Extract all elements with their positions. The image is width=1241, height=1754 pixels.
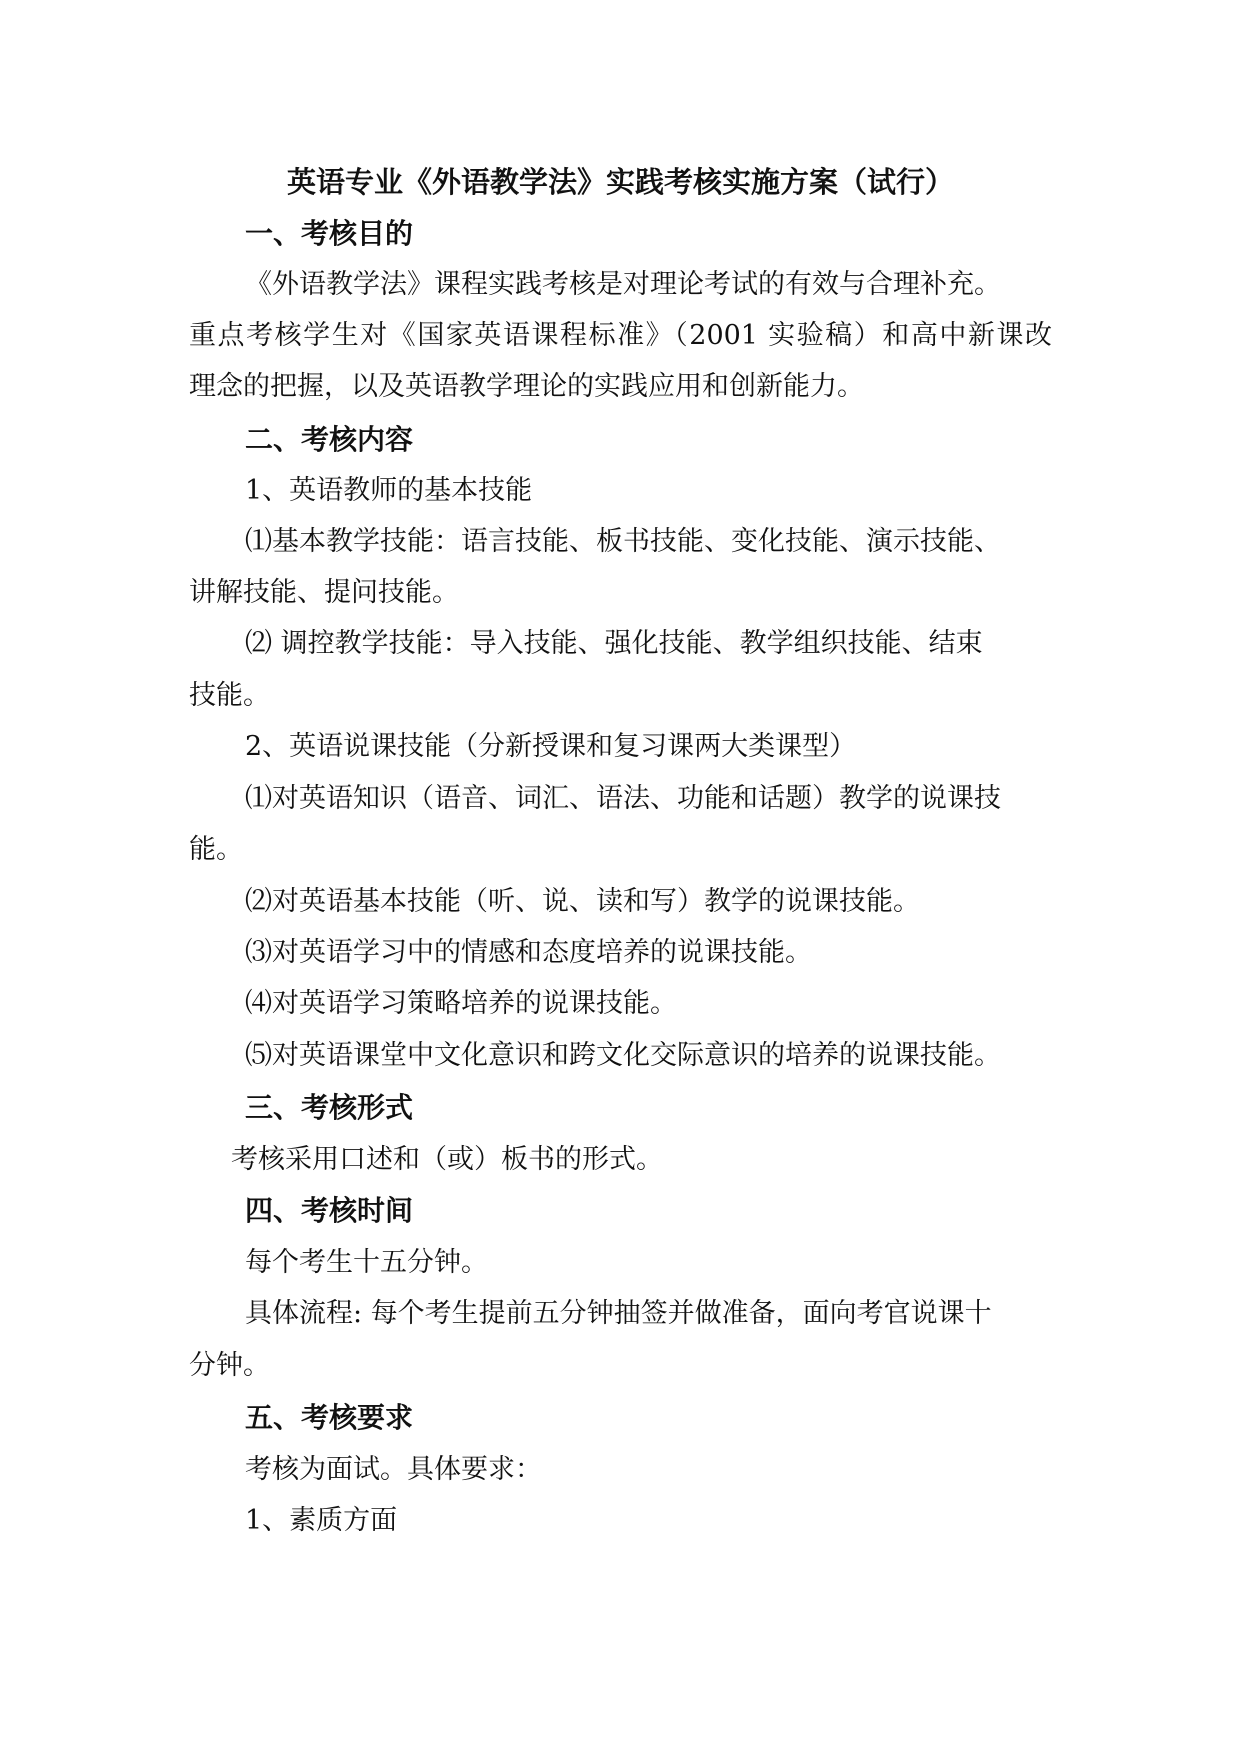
list-item: 1、英语教师的基本技能 — [245, 475, 533, 506]
paragraph-line: 具体流程: 每个考生提前五分钟抽签并做准备，面向考官说课十 — [245, 1298, 992, 1329]
list-item: ⑸对英语课堂中文化意识和跨文化交际意识的培养的说课技能。 — [245, 1040, 1001, 1071]
document-title: 英语专业《外语教学法》实践考核实施方案（试行） — [286, 165, 954, 199]
list-item: ⑴基本教学技能：语言技能、板书技能、变化技能、演示技能、 — [245, 526, 1001, 557]
list-item: ⑴对英语知识（语音、词汇、语法、功能和话题）教学的说课技 — [245, 783, 1001, 814]
section-heading-requirements: 五、考核要求 — [245, 1401, 414, 1434]
paragraph-line: 理念的把握，以及英语教学理论的实践应用和创新能力。 — [189, 371, 864, 402]
paragraph-line: 考核为面试。具体要求： — [245, 1454, 542, 1485]
section-heading-format: 三、考核形式 — [245, 1091, 414, 1124]
paragraph-line: 每个考生十五分钟。 — [245, 1247, 488, 1278]
paragraph-line: 重点考核学生对《国家英语课程标准》（2001 实验稿）和高中新课改 — [189, 320, 1052, 351]
paragraph-line: 考核采用口述和（或）板书的形式。 — [231, 1144, 663, 1175]
section-heading-content: 二、考核内容 — [245, 423, 414, 456]
section-heading-purpose: 一、考核目的 — [245, 217, 414, 250]
list-item: 1、素质方面 — [245, 1505, 398, 1536]
paragraph-line: 分钟。 — [189, 1350, 270, 1381]
section-heading-time: 四、考核时间 — [245, 1194, 414, 1227]
paragraph-line: 《外语教学法》课程实践考核是对理论考试的有效与合理补充。 — [245, 269, 1001, 300]
list-item-continuation: 技能。 — [189, 680, 270, 711]
list-item-continuation: 能。 — [189, 834, 243, 865]
list-item: ⑵ 调控教学技能：导入技能、强化技能、教学组织技能、结束 — [245, 628, 983, 659]
list-item: ⑶对英语学习中的情感和态度培养的说课技能。 — [245, 937, 812, 968]
list-item-continuation: 讲解技能、提问技能。 — [189, 577, 459, 608]
list-item: ⑷对英语学习策略培养的说课技能。 — [245, 988, 677, 1019]
list-item: 2、英语说课技能（分新授课和复习课两大类课型） — [245, 731, 857, 762]
list-item: ⑵对英语基本技能（听、说、读和写）教学的说课技能。 — [245, 886, 920, 917]
